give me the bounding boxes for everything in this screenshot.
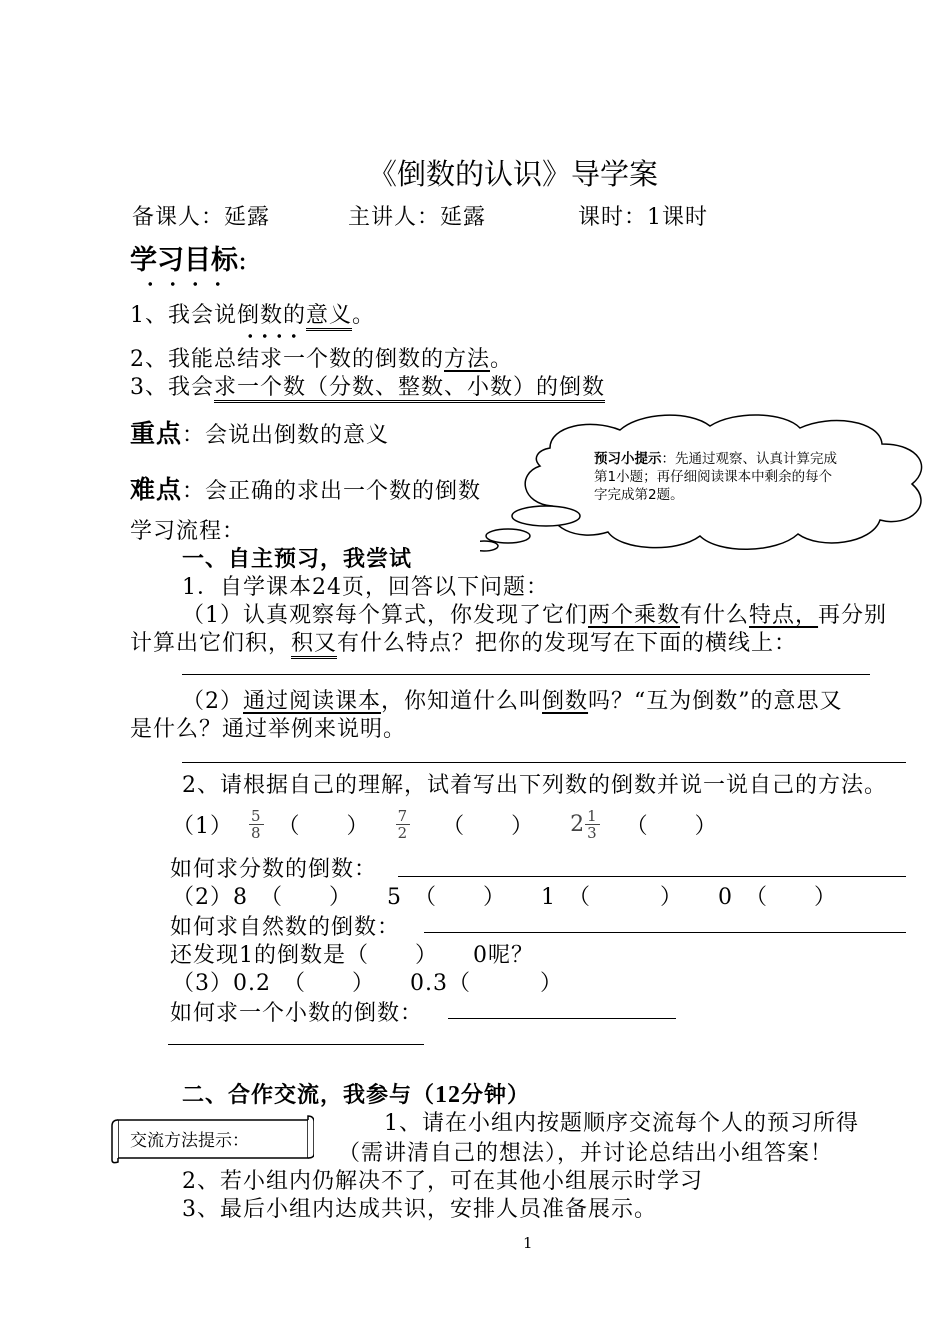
s2-heading-num: 12 (435, 1082, 462, 1108)
objective-2-post: 。 (490, 347, 514, 372)
question-1-1-line2 (130, 626, 797, 657)
scroll-label: 交流方法提示： (130, 1131, 249, 1151)
period-label: 课时： (578, 205, 648, 230)
key-point (130, 414, 389, 450)
preparer-label: 备课人： (132, 205, 225, 230)
objective-1-dotted: 倒数的 (237, 303, 307, 328)
how-decimal-line[interactable] (448, 1018, 676, 1019)
how-natural-label: 如何求自然数的倒数： (170, 915, 401, 940)
how-fraction-line[interactable] (398, 876, 906, 877)
objective-1-post: 。 (352, 303, 376, 328)
q1-2-u1: 通过阅读课本 (243, 689, 382, 714)
page-title: 《倒数的认识》导学案 (368, 157, 659, 191)
period-value: 1课时 (647, 205, 709, 230)
row-2: （2）8 （ ） 5 （ ） 1 （ ） 0 （ ） (172, 885, 837, 910)
q1-2-a: （2） (182, 689, 243, 714)
how-decimal-label: 如何求一个小数的倒数： (170, 1001, 424, 1026)
process-label: 学习流程： (130, 519, 246, 544)
mixed-whole: 2 (570, 811, 586, 837)
question-1-2-line2: 是什么？通过举例来说明。 (130, 717, 407, 742)
frac1-num: 5 (251, 806, 262, 825)
fraction-1-3 (585, 808, 600, 841)
mixed-den: 3 (587, 823, 598, 842)
q1-1-d: 计算出它们积， (130, 631, 292, 656)
q1-1-u2: 特点， (749, 603, 819, 628)
s2-item-1b: （需讲清自己的想法），并讨论总结出小组答案！ (338, 1141, 834, 1166)
frac2-den: 2 (397, 823, 409, 842)
objective-3-pre: 3、我会 (130, 375, 214, 400)
objectives-heading (130, 238, 247, 277)
difficulty (130, 470, 481, 506)
cloud-tip-text (594, 450, 840, 504)
s2-item-2: 2、若小组内仍解决不了，可在其他小组展示时学习 (182, 1169, 703, 1194)
question-1-2-line1 (182, 684, 843, 715)
section-2-heading (182, 1078, 530, 1109)
s2-heading-b: 分钟） (461, 1082, 531, 1108)
q1-1-e: 有什么特点？把你的发现写在下面的横线上： (337, 631, 798, 656)
objective-1-underlined: 意义 (306, 303, 352, 331)
answer-blank-3[interactable]: （ ） (625, 813, 718, 839)
q1-2-u2: 倒数 (542, 689, 589, 714)
objective-3 (130, 370, 605, 401)
question-2: 2、请根据自己的理解，试着写出下列数的倒数并说一说自己的方法。 (182, 773, 887, 798)
scroll-curl-right (308, 1116, 314, 1158)
cloud-tip-body: ：先通过观察、认真计算完成第1小题；再仔细阅读课本中剩余的每个字完成第2题。 (594, 451, 837, 503)
mixed-num: 1 (587, 806, 598, 825)
thought-bubble-medium (486, 529, 530, 543)
answer-line-2[interactable] (182, 762, 906, 763)
cloud-tip-label: 预习小提示 (594, 451, 662, 467)
q1-1-u1: 两个乘数 (588, 603, 681, 628)
scroll-curl-left (112, 1120, 118, 1163)
objective-1 (130, 298, 375, 329)
how-fraction-label: 如何求分数的倒数： (170, 857, 378, 882)
answer-blank-2[interactable]: （ ） (442, 813, 535, 839)
q1-1-u3: 积又 (291, 631, 337, 659)
difficulty-text: ：会正确的求出一个数的倒数 (182, 479, 482, 504)
objective-2-underlined: 方法 (444, 347, 491, 372)
objective-2-pre: 2、我能总结求一个数的倒数的 (130, 347, 444, 372)
q1-2-b: ，你知道什么叫 (381, 689, 543, 714)
period (578, 200, 708, 231)
also-find: 还发现1的倒数是（ ） 0呢？ (170, 943, 534, 968)
thought-bubble-small (480, 541, 498, 551)
q1-1-c: 再分别 (818, 603, 888, 628)
objective-1-pre: 1、我会说 (130, 303, 237, 328)
answer-blank-1[interactable]: （ ） (277, 813, 370, 839)
question-1-1-line1 (182, 598, 887, 629)
lecturer-name: 延露 (440, 205, 487, 230)
continuation-line[interactable] (168, 1044, 424, 1045)
page-number: 1 (523, 1234, 533, 1252)
frac2-num: 7 (397, 806, 409, 825)
row-3: （3）0.2 （ ） 0.3（ ） (172, 971, 563, 996)
frac1-den: 8 (251, 823, 262, 842)
q1-1-b: 有什么 (680, 603, 750, 628)
objectives-heading-text: 学习目标 (130, 245, 238, 276)
row-1-label: （1） (172, 813, 233, 839)
lecturer (348, 200, 486, 231)
question-1: 1．自学课本24页，回答以下问题： (182, 575, 549, 600)
s2-heading-a: 二、合作交流，我参与（ (182, 1082, 436, 1108)
thought-bubble-large (512, 506, 580, 526)
key-point-text: ：会说出倒数的意义 (182, 423, 390, 448)
fraction-7-2 (396, 808, 411, 841)
section-1-heading: 一、自主预习，我尝试 (182, 546, 413, 572)
key-point-label: 重点 (130, 419, 183, 448)
q1-2-c: 吗？“互为倒数”的意思又 (588, 689, 843, 714)
how-natural-line[interactable] (424, 932, 906, 933)
objective-3-underlined: 求一个数（分数、整数、小数）的倒数 (214, 375, 605, 403)
s2-item-1a: 1、请在小组内按题顺序交流每个人的预习所得 (384, 1111, 859, 1136)
difficulty-label: 难点 (130, 475, 183, 504)
objectives-heading-colon: : (238, 245, 248, 276)
objective-2 (130, 342, 513, 373)
s2-item-3: 3、最后小组内达成共识，安排人员准备展示。 (182, 1197, 657, 1222)
lecturer-label: 主讲人： (348, 205, 441, 230)
answer-line-1[interactable] (182, 674, 870, 675)
preparer-name: 延露 (224, 205, 271, 230)
fraction-5-8 (249, 808, 264, 841)
row-1 (172, 800, 718, 848)
q1-1-a: （1）认真观察每个算式，你发现了它们 (182, 603, 588, 628)
meta-line (132, 200, 270, 231)
